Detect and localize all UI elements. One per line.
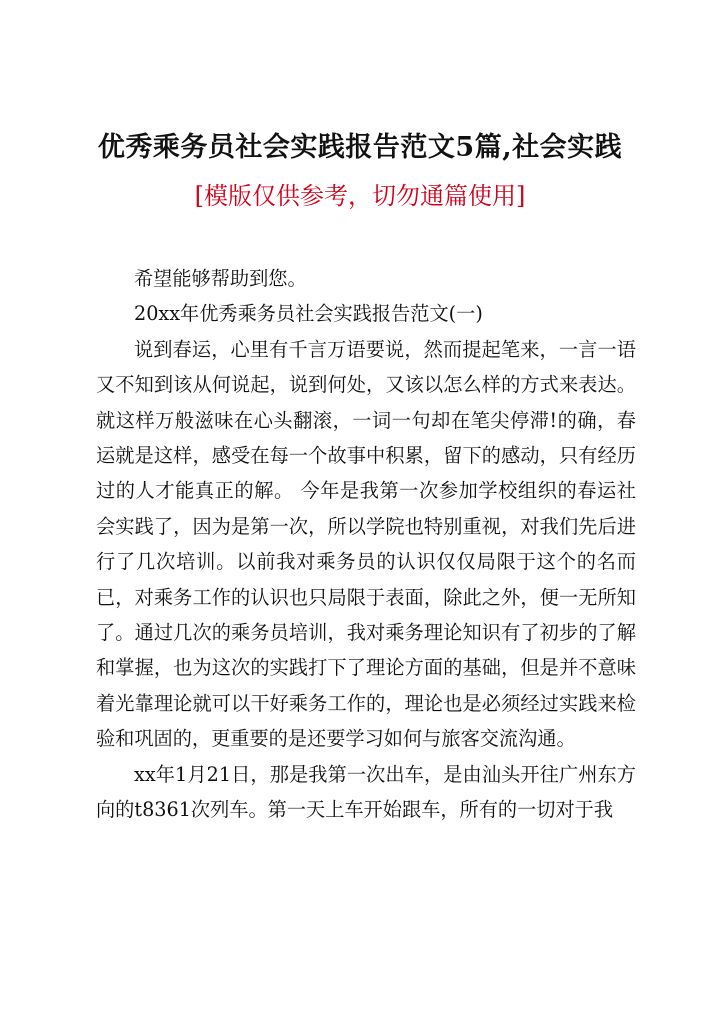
body-paragraph-continued: xx年1月21日，那是我第一次出车，是由汕头开往广州东方向的t8361次列车。第一天上车开始跟车，所有的一切对于我 [96,762,636,822]
body-paragraph-greeting: 希望能够帮助到您。 [134,267,307,290]
document-title: 优秀乘务员社会实践报告范文5篇,社会实践 [97,132,623,163]
body-paragraph-main: 说到春运，心里有千言万语要说，然而提起笔来，一言一语又不知到该从何说起，说到何处，又该以怎么样的方式来表达。就这样万般滋味在心头翻滚，一词一句却在笔尖停滞!的确，春运就是这样，感受在每一个故事中积累，留下的感动，只有经历过的人才能真正的解。 今年是我第一次参加学校组织的春运社会实践了，因为是第一次，所以学院也特别重视，对我们先后进行了几次培训。以前我对乘务员的认识仅仅局限于这个的名而已，对乘务工作的认识也只局限于表面，除此之外，便一无所知了。通过几次的乘务员培训，我对乘务理论知识有了初步的了解和掌握，也为这次的实践打下了理论方面的基础，但是并不意味着光靠理论就可以干好乘务工作的，理论也是必须经过实践来检验和巩固的，更重要的是还要学习如何与旅客交流沟通。 [96,337,636,751]
document-body [96,261,636,828]
document-subtitle: [模版仅供参考，切勿通篇使用] [194,182,526,210]
body-paragraph-heading: 20xx年优秀乘务员社会实践报告范文(一) [134,302,483,326]
